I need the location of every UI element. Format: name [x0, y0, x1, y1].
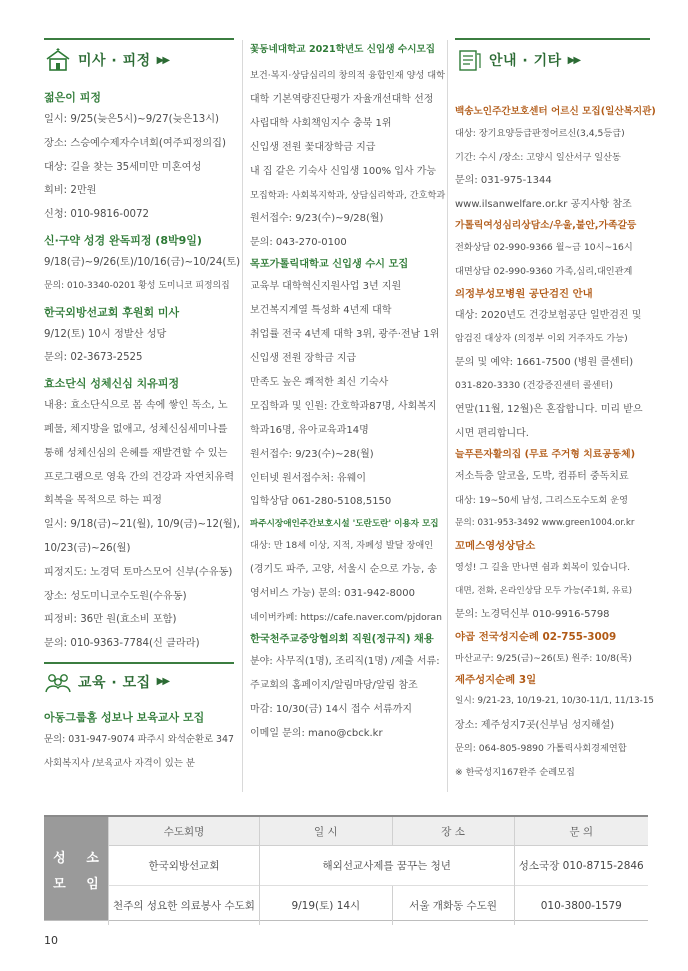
text-line: 문의: 031-975-1344 — [455, 175, 552, 187]
block-body — [44, 108, 234, 227]
text-line: 이메일 문의: mano@cbck.kr — [250, 727, 383, 739]
text-line: 9/12(토) 10시 정발산 성당 — [44, 328, 167, 340]
text-line: 신입생 전원 장학금 지급 — [250, 352, 357, 364]
cell-merged-description: 해외선교사제를 꿈꾸는 청년 — [259, 846, 514, 886]
group-icon — [44, 670, 72, 694]
notepad-icon — [455, 48, 483, 72]
block-body — [455, 465, 650, 536]
text-line: 장소: 성도미니코수도원(수유동) — [44, 590, 187, 602]
text-line: 일시: 9/25(늦은5시)~9/27(늦은13시) — [44, 114, 220, 125]
text-line: 네이버카페: https://cafe.naver.com/pjdoran — [250, 612, 442, 624]
text-line: 연말(11월, 12월)은 혼잡합니다. 미리 받으 — [455, 403, 643, 415]
text-line: 장소: 스승예수제자수녀회(여주피정의집) — [44, 137, 226, 149]
text-line: 대상: 장기요양등급판정어르신(3,4,5등급) — [455, 128, 625, 139]
vocation-label — [44, 817, 108, 920]
cell-contact: 010-3800-1579 — [514, 886, 648, 926]
text-line: 마감: 10/30(금) 14시 접수 서류까지 — [250, 703, 413, 715]
block-title: 젊은이 피정 — [44, 91, 101, 104]
text-line: ※ 한국성지167완주 순례모집 — [455, 767, 575, 779]
block-body — [250, 534, 440, 630]
header-contact: 문 의 — [514, 817, 648, 846]
text-line: 시면 편리합니다. — [455, 427, 529, 439]
text-line: 저소득층 알코올, 도박, 컴퓨터 중독치료 — [455, 471, 629, 483]
text-line: 마산교구: 9/25(금)~26(토) 원주: 10/8(목) — [455, 652, 632, 664]
block-title: 효소단식 성체신심 치유피정 — [44, 377, 180, 391]
text-line: 학과16명, 유아교육과14명 — [250, 424, 369, 436]
block-body — [44, 251, 241, 299]
text-line: 대면, 전화, 온라인상담 모두 가능(주1회, 유료) — [455, 585, 633, 596]
text-line: 입학상담 061-280-5108,5150 — [250, 496, 392, 508]
text-line: 문의: 010-3340-0201 황성 도미니코 피정의집 — [44, 280, 230, 291]
text-line: 문의: 043-270-0100 — [250, 237, 347, 249]
block-title: 신·구약 성경 완독피정 (8박9일) — [44, 233, 202, 247]
block-title: 야곱 전국성지순례 02-755-3009 — [455, 630, 617, 643]
cell-order-name: 한국외방선교회 — [109, 846, 260, 886]
header-datetime: 일 시 — [259, 817, 392, 846]
text-line: 보건복지계열 특성화 4년제 대학 — [250, 305, 392, 317]
table-row — [109, 846, 649, 886]
text-line: 분야: 사무직(1명), 조리직(1명) /제출 서류: — [250, 655, 440, 667]
block-body — [455, 690, 654, 784]
section-rule — [455, 38, 650, 40]
table-row — [109, 886, 649, 926]
block-title: 아동그룹홈 성보나 보육교사 모집 — [44, 710, 205, 724]
text-line: 취업률 전국 4년제 대학 3위, 광주·전남 1위 — [250, 329, 440, 341]
vocation-meeting-table — [44, 815, 648, 921]
block-title: 한국천주교중앙협의회 직원(정규직) 채용 — [250, 633, 434, 645]
block-title: 꼬메스영성상담소 — [455, 539, 536, 552]
column-2 — [250, 0, 446, 746]
block-body — [44, 728, 234, 776]
vocation-label-bottom: 모 임 — [53, 877, 107, 892]
text-line: 기간: 수시 /장소: 고양시 일산서구 일산동 — [455, 151, 621, 163]
header-order-name: 수도회명 — [109, 817, 260, 846]
church-icon — [44, 48, 72, 72]
block-title: 백송노인주간보호센터 어르신 모집(일산복지관) — [455, 106, 656, 117]
text-line: 원서접수: 9/23(수)~28(월) — [250, 448, 374, 460]
text-line: 대학 기본역량진단평가 자율개선대학 선정 — [250, 93, 434, 105]
vocation-table — [108, 817, 648, 925]
text-line: 031-820-3330 (건강증진센터 콜센터) — [455, 380, 613, 392]
text-line: 문의 및 예약: 1661-7500 (병원 콜센터) — [455, 356, 634, 368]
text-line: 피정비: 36만 원(효소비 포함) — [44, 614, 177, 626]
text-line: 신청: 010-9816-0072 — [44, 209, 150, 221]
block-title: 늘푸른자활의집 (무료 주거형 치료공동체) — [455, 449, 636, 461]
text-line: 피정지도: 노경덕 토마스모어 신부(수유동) — [44, 566, 233, 578]
column-divider — [242, 40, 243, 792]
block-body — [455, 556, 650, 627]
section-rule — [44, 38, 234, 40]
block-body — [455, 304, 650, 446]
page-number: 10 — [44, 934, 58, 947]
section-header-info-etc — [455, 46, 650, 74]
block-body — [250, 650, 440, 746]
text-line: 내용: 효소단식으로 몸 속에 쌓인 독소, 노 — [44, 400, 228, 412]
column-1 — [44, 0, 241, 776]
block-title: 꽃동네대학교 2021학년도 신입생 수시모집 — [250, 44, 436, 55]
section-title: 교육 · 모집 — [78, 674, 151, 691]
text-line: 모집학과 및 인원: 간호학과87명, 사회복지 — [250, 400, 437, 412]
block-title: 의정부성모병원 공단검진 안내 — [455, 287, 593, 300]
text-line: 영성! 그 길을 만나면 쉼과 회복이 있습니다. — [455, 561, 631, 573]
text-line: 대면상담 02-990-9360 가족,심리,대인관계 — [455, 265, 633, 277]
text-line: 일시: 9/21-23, 10/19-21, 10/30-11/1, 11/13-15 — [455, 696, 654, 707]
column-3 — [455, 0, 656, 785]
block-body — [44, 394, 240, 656]
block-body — [455, 122, 650, 216]
text-line: 대상: 만 18세 이상, 지적, 자폐성 발달 장애인 — [250, 540, 434, 552]
section-header-mass-retreat — [44, 46, 234, 74]
block-body — [455, 236, 650, 283]
table-header-row — [109, 817, 649, 846]
cell-place: 서울 개화동 수도원 — [392, 886, 514, 926]
column-divider — [447, 40, 448, 792]
block-title: 한국외방선교회 후원회 미사 — [44, 305, 180, 319]
text-line: 통해 성체신심의 은혜를 재발견할 수 있는 — [44, 447, 228, 459]
section-title: 안내 · 기타 — [489, 53, 562, 69]
text-line: 보건·복지·상담심리의 창의적 융합인재 양성 대학 — [250, 70, 446, 81]
text-line: 교육부 대학혁신지원사업 3년 지원 — [250, 281, 402, 293]
text-line: (경기도 파주, 고양, 서울시 순으로 가능, 송 — [250, 564, 438, 576]
text-line: 일시: 9/18(금)~21(월), 10/9(금)~12(월), — [44, 519, 240, 531]
block-body — [455, 647, 650, 671]
text-line: 모집학과: 사회복지학과, 상담심리학과, 간호학과 — [250, 189, 446, 201]
block-title: 파주시장애인주간보호시설 '도란도란' 이용자 모집 — [250, 519, 439, 530]
text-line: 만족도 높은 쾌적한 최신 기숙사 — [250, 376, 389, 388]
section-header-education-recruit — [44, 668, 234, 696]
text-line: 문의: 064-805-9890 가톨릭사회경제연합 — [455, 743, 627, 755]
header-place: 장 소 — [392, 817, 514, 846]
cell-datetime: 9/19(토) 14시 — [259, 886, 392, 926]
vocation-label-top: 성 소 — [53, 851, 107, 866]
text-line: 회복을 목적으로 하는 피정 — [44, 495, 162, 507]
text-line: 대상: 19~50세 남성, 그리스도수도회 운영 — [455, 494, 629, 506]
text-line: 문의: 노경덕신부 010-9916-5798 — [455, 609, 610, 621]
cell-order-name: 천주의 성요한 의료봉사 수도회 — [109, 886, 260, 926]
section-rule — [44, 662, 234, 664]
text-line: 영서비스 가능) 문의: 031-942-8000 — [250, 588, 415, 600]
block-body — [250, 64, 446, 255]
text-line: 프로그램으로 영육 간의 건강과 자연치유력 — [44, 471, 235, 483]
arrows-icon: ▶▶ — [156, 54, 169, 66]
text-line: 장소: 제주성지7곳(신부님 성지해설) — [455, 719, 615, 731]
text-line: 10/23(금)~26(월) — [44, 542, 131, 554]
text-line: 문의: 010-9363-7784(신 클라라) — [44, 638, 200, 650]
text-line: 문의: 031-947-9074 파주시 와석순환로 347 — [44, 733, 234, 745]
block-title: 목포가톨릭대학교 신입생 수시 모집 — [250, 259, 409, 271]
text-line: 문의: 031-953-3492 www.green1004.or.kr — [455, 518, 635, 529]
text-line: 내 집 같은 기숙사 신입생 100% 입사 가능 — [250, 165, 437, 177]
section-title: 미사 · 피정 — [78, 53, 151, 69]
text-line: 사회복지사 /보육교사 자격이 있는 분 — [44, 757, 195, 769]
text-line: 원서접수: 9/23(수)~9/28(월) — [250, 213, 384, 225]
text-line: www.ilsanwelfare.or.kr 공지사항 참조 — [455, 198, 632, 210]
arrows-icon: ▶▶ — [156, 676, 169, 688]
text-line: 신입생 전원 꽃대장학금 지급 — [250, 141, 376, 153]
block-title: 제주성지순례 3일 — [455, 674, 537, 687]
arrows-icon: ▶▶ — [567, 54, 580, 66]
block-body — [44, 323, 234, 371]
text-line: 사립대학 사회책임지수 충북 1위 — [250, 117, 392, 129]
text-line: 주교회의 홈페이지/알림마당/알림 참조 — [250, 679, 418, 691]
text-line: 문의: 02-3673-2525 — [44, 352, 143, 364]
text-line: 인터넷 원서접수처: 유웨이 — [250, 472, 366, 484]
text-line: 폐물, 체지방을 없애고, 성체신심세미나를 — [44, 423, 228, 435]
text-line: 대상: 2020년도 건강보험공단 일반검진 및 — [455, 309, 642, 321]
block-title: 가톨릭여성심리상담소/우울,불안,가족갈등 — [455, 220, 637, 232]
text-line: 전화상담 02-990-9366 월~금 10시~16시 — [455, 242, 633, 254]
text-line: 대상: 길을 찾는 35세미만 미혼여성 — [44, 161, 202, 173]
cell-contact: 성소국장 010-8715-2846 — [514, 846, 648, 886]
text-line: 9/18(금)~9/26(토)/10/16(금)~10/24(토) — [44, 256, 241, 268]
text-line: 암검진 대상자 (의정부 이외 거주자도 가능) — [455, 333, 628, 345]
text-line: 회비: 2만원 — [44, 185, 97, 197]
block-body — [250, 275, 440, 514]
